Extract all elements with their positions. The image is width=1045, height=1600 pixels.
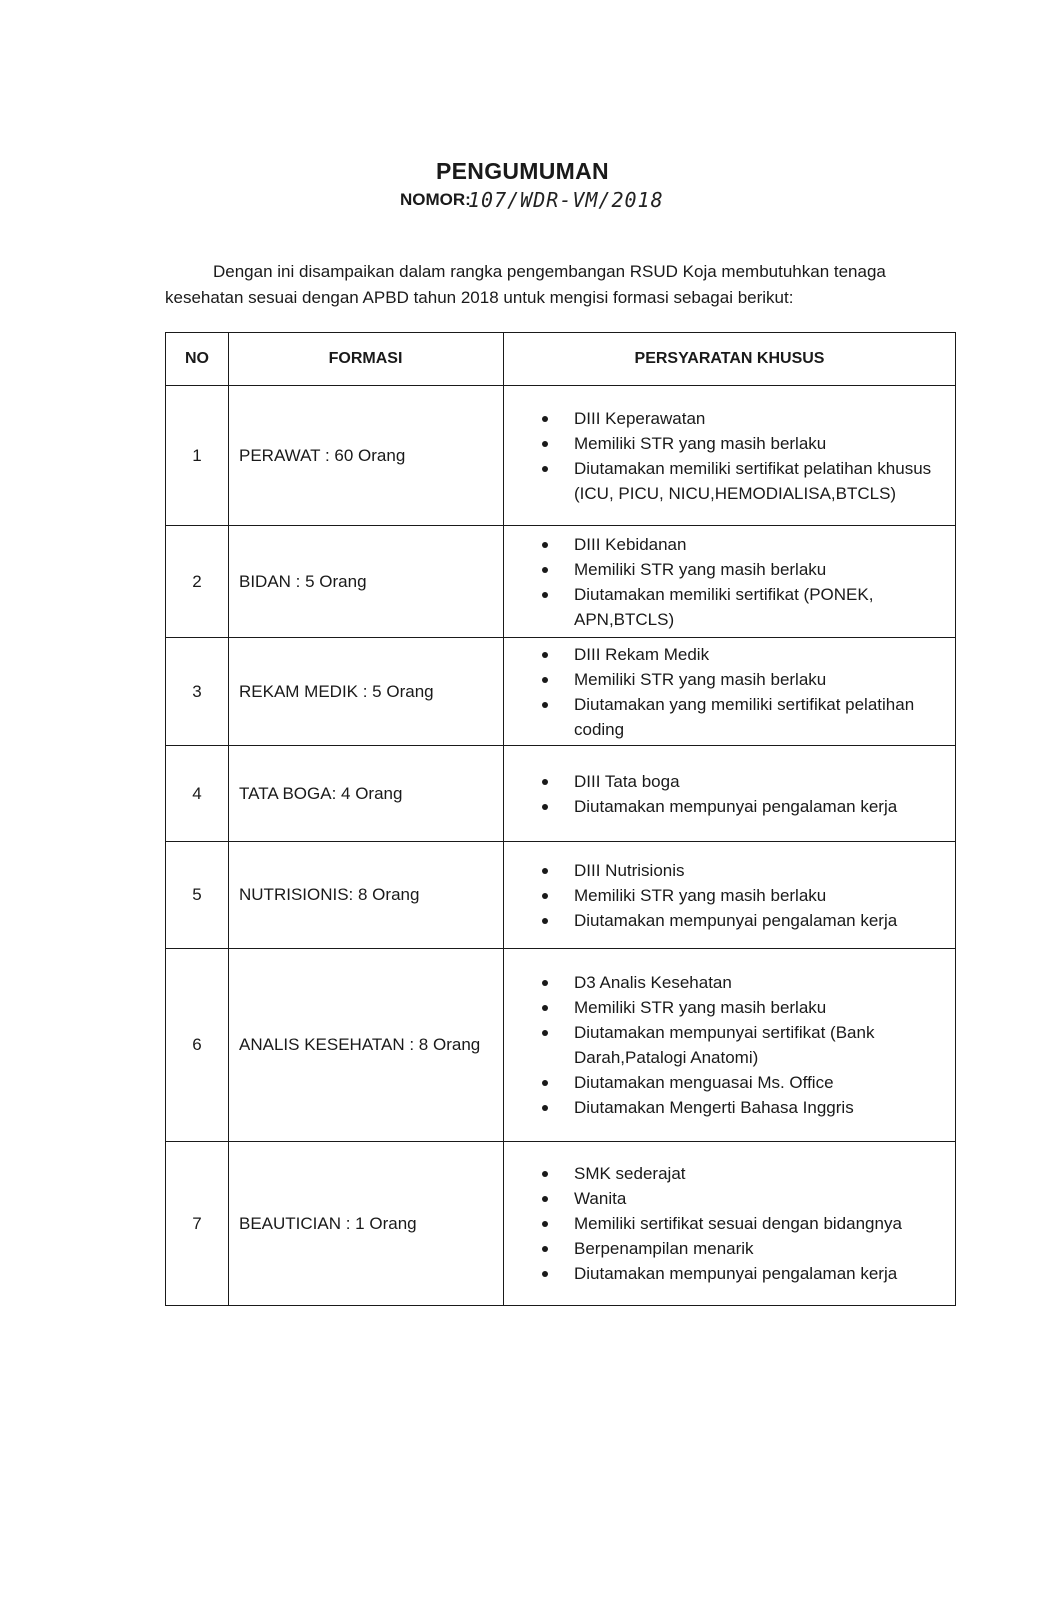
row-requirements xyxy=(504,386,956,526)
requirements-list xyxy=(534,532,945,632)
requirement-item: Memiliki STR yang masih berlaku xyxy=(574,883,945,908)
table-row xyxy=(166,949,956,1142)
requirement-item: D3 Analis Kesehatan xyxy=(574,970,945,995)
row-no: 3 xyxy=(166,638,229,746)
table-header-row xyxy=(166,333,956,386)
requirement-item: Memiliki STR yang masih berlaku xyxy=(574,431,945,456)
table-row xyxy=(166,638,956,746)
requirement-item: Memiliki STR yang masih berlaku xyxy=(574,667,945,692)
requirement-item: Berpenampilan menarik xyxy=(574,1236,945,1261)
header-persyaratan: PERSYARATAN KHUSUS xyxy=(504,333,956,386)
row-formasi: REKAM MEDIK : 5 Orang xyxy=(229,638,504,746)
table-row xyxy=(166,526,956,638)
requirement-item: Memiliki sertifikat sesuai dengan bidangnya xyxy=(574,1211,945,1236)
table-row xyxy=(166,746,956,842)
requirement-item: Diutamakan yang memiliki sertifikat pelatihan coding xyxy=(574,692,945,742)
table-row xyxy=(166,1142,956,1306)
intro-line-2: kesehatan sesuai dengan APBD tahun 2018 untuk mengisi formasi sebagai berikut: xyxy=(165,288,794,307)
row-formasi: ANALIS KESEHATAN : 8 Orang xyxy=(229,949,504,1142)
row-no: 4 xyxy=(166,746,229,842)
requirement-item: Wanita xyxy=(574,1186,945,1211)
requirement-item: Memiliki STR yang masih berlaku xyxy=(574,995,945,1020)
table-row xyxy=(166,386,956,526)
header-formasi: FORMASI xyxy=(229,333,504,386)
row-formasi: TATA BOGA: 4 Orang xyxy=(229,746,504,842)
row-requirements xyxy=(504,949,956,1142)
row-requirements xyxy=(504,1142,956,1306)
row-requirements xyxy=(504,526,956,638)
intro-line-1: Dengan ini disampaikan dalam rangka pengembangan RSUD Koja membutuhkan tenaga xyxy=(213,262,886,281)
requirement-item: Diutamakan memiliki sertifikat (PONEK, APN,BTCLS) xyxy=(574,582,945,632)
formasi-table xyxy=(165,332,956,1306)
row-no: 1 xyxy=(166,386,229,526)
requirements-list xyxy=(534,970,945,1120)
row-requirements xyxy=(504,842,956,949)
requirement-item: SMK sederajat xyxy=(574,1161,945,1186)
row-no: 7 xyxy=(166,1142,229,1306)
intro-paragraph xyxy=(165,259,945,311)
row-no: 2 xyxy=(166,526,229,638)
nomor-label: NOMOR: xyxy=(400,190,471,209)
row-requirements xyxy=(504,746,956,842)
row-no: 5 xyxy=(166,842,229,949)
row-formasi: NUTRISIONIS: 8 Orang xyxy=(229,842,504,949)
requirement-item: Memiliki STR yang masih berlaku xyxy=(574,557,945,582)
row-no: 6 xyxy=(166,949,229,1142)
row-requirements xyxy=(504,638,956,746)
requirements-list xyxy=(534,406,945,506)
requirement-item: DIII Rekam Medik xyxy=(574,642,945,667)
requirement-item: Diutamakan menguasai Ms. Office xyxy=(574,1070,945,1095)
requirement-item: Diutamakan mempunyai sertifikat (Bank Darah,Patalogi Anatomi) xyxy=(574,1020,945,1070)
requirements-list xyxy=(534,769,945,819)
requirement-item: Diutamakan memiliki sertifikat pelatihan khusus (ICU, PICU, NICU,HEMODIALISA,BTCLS) xyxy=(574,456,945,506)
requirements-list xyxy=(534,858,945,933)
row-formasi: BEAUTICIAN : 1 Orang xyxy=(229,1142,504,1306)
table-row xyxy=(166,842,956,949)
requirements-list xyxy=(534,1161,945,1286)
requirement-item: DIII Nutrisionis xyxy=(574,858,945,883)
page-title: PENGUMUMAN xyxy=(436,158,609,184)
requirement-item: DIII Kebidanan xyxy=(574,532,945,557)
requirement-item: Diutamakan mempunyai pengalaman kerja xyxy=(574,794,945,819)
requirements-list xyxy=(534,642,945,742)
row-formasi: PERAWAT : 60 Orang xyxy=(229,386,504,526)
requirement-item: Diutamakan Mengerti Bahasa Inggris xyxy=(574,1095,945,1120)
requirement-item: DIII Keperawatan xyxy=(574,406,945,431)
header-no: NO xyxy=(166,333,229,386)
requirement-item: DIII Tata boga xyxy=(574,769,945,794)
requirement-item: Diutamakan mempunyai pengalaman kerja xyxy=(574,908,945,933)
table-body xyxy=(166,386,956,1306)
requirement-item: Diutamakan mempunyai pengalaman kerja xyxy=(574,1261,945,1286)
nomor-handwritten-value: 107/WDR-VM/2018 xyxy=(468,188,664,212)
row-formasi: BIDAN : 5 Orang xyxy=(229,526,504,638)
